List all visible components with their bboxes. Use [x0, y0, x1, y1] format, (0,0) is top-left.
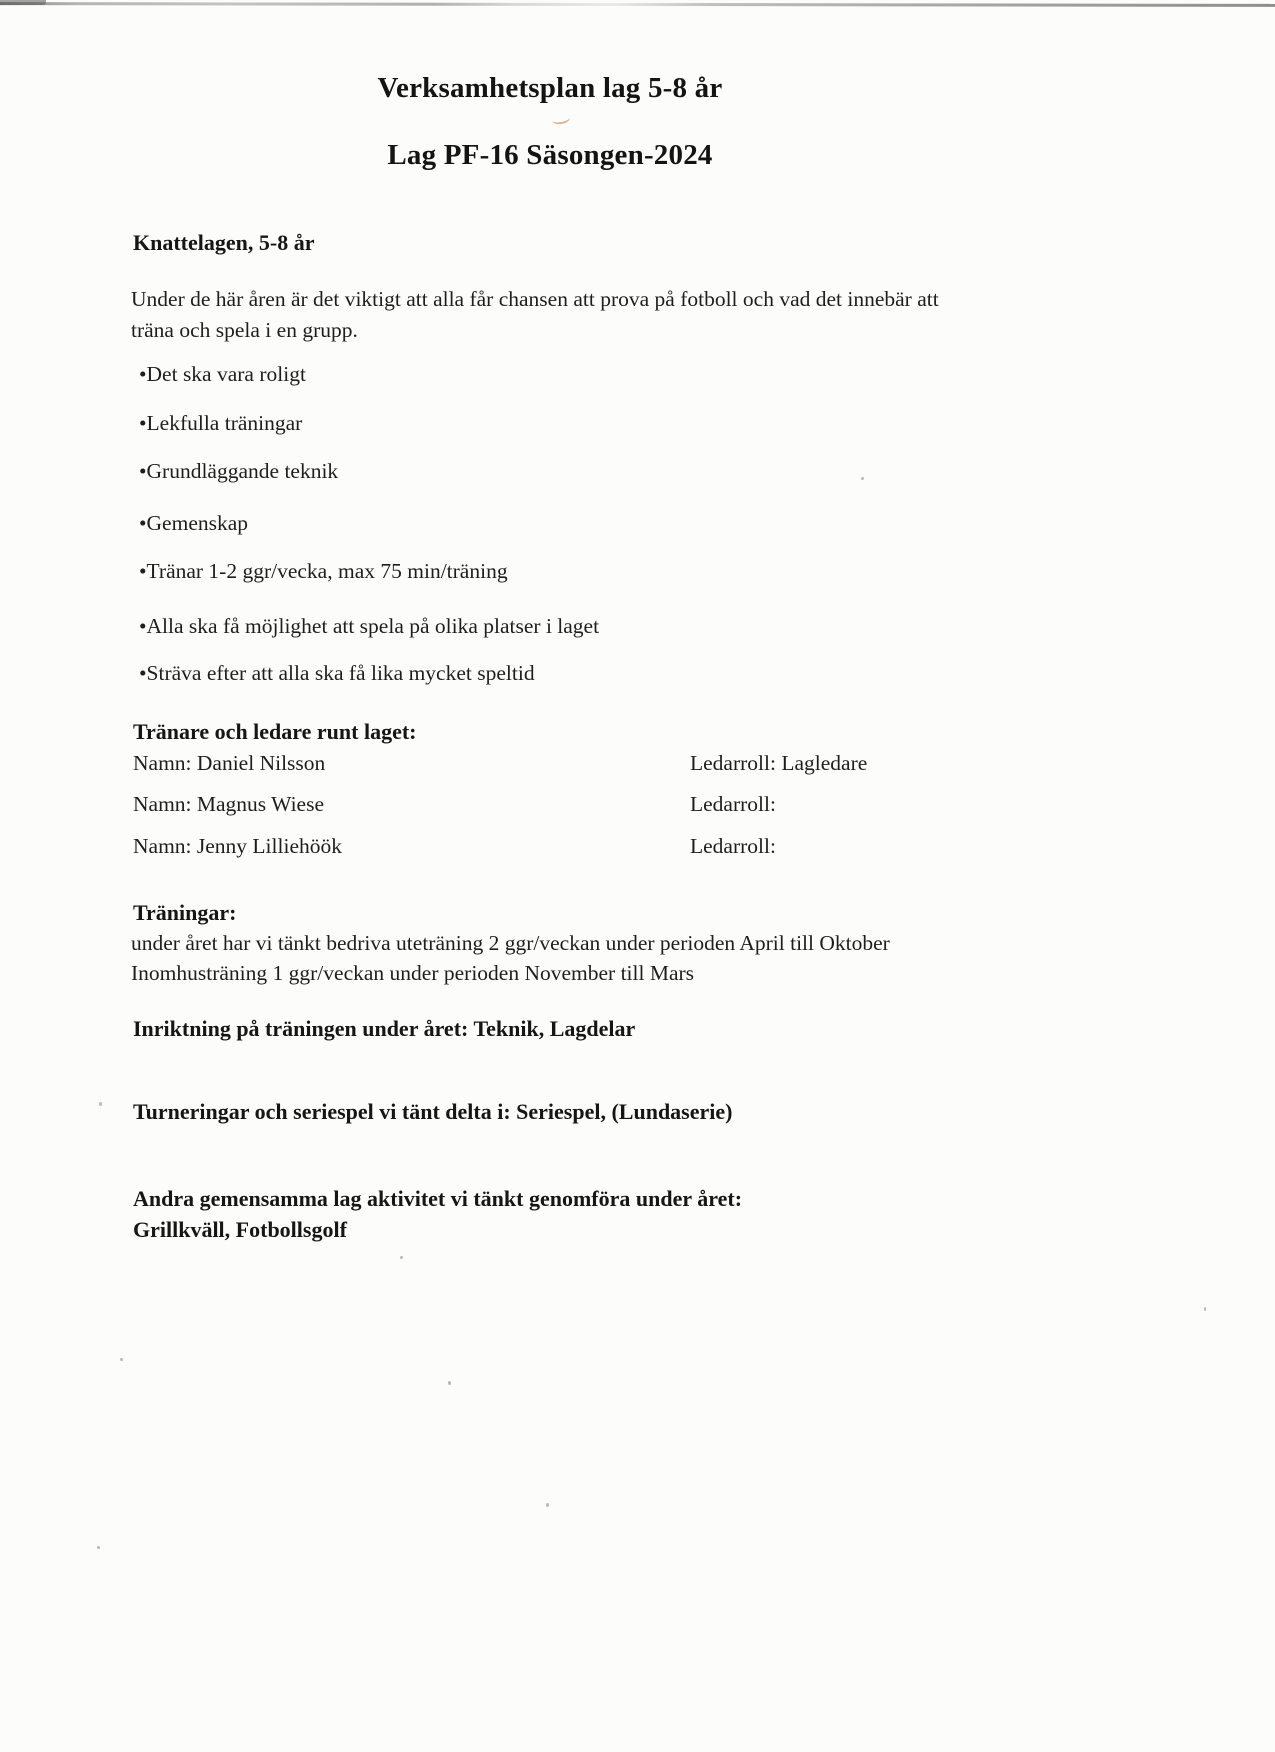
tournaments-line: Turneringar och seriespel vi tänt delta i: Seriespel, (Lundaserie) [133, 1099, 733, 1124]
bullet-item: •Grundläggande teknik [139, 459, 339, 483]
bullet-item: •Alla ska få möjlighet att spela på olika platser i laget [139, 614, 600, 638]
scan-speck [448, 1381, 451, 1385]
activities-line: Grillkväll, Fotbollsgolf [133, 1217, 347, 1242]
section-heading-knattelagen: Knattelagen, 5-8 år [133, 230, 315, 255]
leader-role: Ledarroll: [690, 834, 776, 858]
scan-speck [400, 1256, 403, 1259]
leader-name: Namn: Magnus Wiese [133, 792, 325, 816]
intro-line-1: Under de här åren är det viktigt att alla får chansen att prova på fotboll och vad det innebär att [131, 287, 939, 311]
trainings-paragraph [131, 928, 890, 987]
pen-smudge-mark [551, 113, 570, 126]
scan-speck [120, 1358, 123, 1361]
doc-title: Verksamhetsplan lag 5-8 år [377, 72, 723, 104]
activities-section [133, 1184, 742, 1246]
scan-speck [1204, 1307, 1206, 1311]
scan-speck [546, 1503, 549, 1507]
leader-name: Namn: Jenny Lilliehöök [133, 834, 342, 858]
scan-speck [97, 1546, 100, 1549]
scan-corner-artifact [0, 0, 46, 5]
doc-subtitle: Lag PF-16 Säsongen-2024 [387, 139, 713, 171]
leader-role: Ledarroll: Lagledare [690, 751, 868, 775]
leader-row [133, 832, 1033, 860]
trainings-line-1: under året har vi tänkt bedriva uteträning 2 ggr/veckan under perioden April till Oktober [131, 931, 890, 955]
section-heading-trainings: Träningar: [133, 900, 237, 925]
intro-line-2: träna och spela i en grupp. [131, 317, 358, 342]
training-focus-line: Inriktning på träningen under året: Teknik, Lagdelar [133, 1016, 636, 1041]
section-heading-leaders: Tränare och ledare runt laget: [133, 719, 417, 744]
intro-paragraph [131, 284, 939, 345]
activities-heading: Andra gemensamma lag aktivitet vi tänkt genomföra under året: [133, 1186, 743, 1211]
trainings-line-2: Inomhusträning 1 ggr/veckan under perioden November till Mars [131, 960, 695, 985]
bullet-item: •Sträva efter att alla ska få lika mycket speltid [139, 661, 535, 685]
leader-row [133, 790, 1033, 818]
bullet-item: •Gemenskap [139, 511, 249, 535]
leader-name: Namn: Daniel Nilsson [133, 751, 326, 775]
leader-role: Ledarroll: [690, 792, 776, 816]
leader-row [133, 749, 1033, 777]
bullet-list [139, 360, 939, 700]
scan-edge-artifact [0, 2, 1275, 7]
bullet-item: •Lekfulla träningar [139, 411, 303, 435]
bullet-item: •Tränar 1-2 ggr/vecka, max 75 min/träning [139, 559, 508, 583]
bullet-item: •Det ska vara roligt [139, 362, 306, 386]
scan-speck [99, 1102, 102, 1106]
